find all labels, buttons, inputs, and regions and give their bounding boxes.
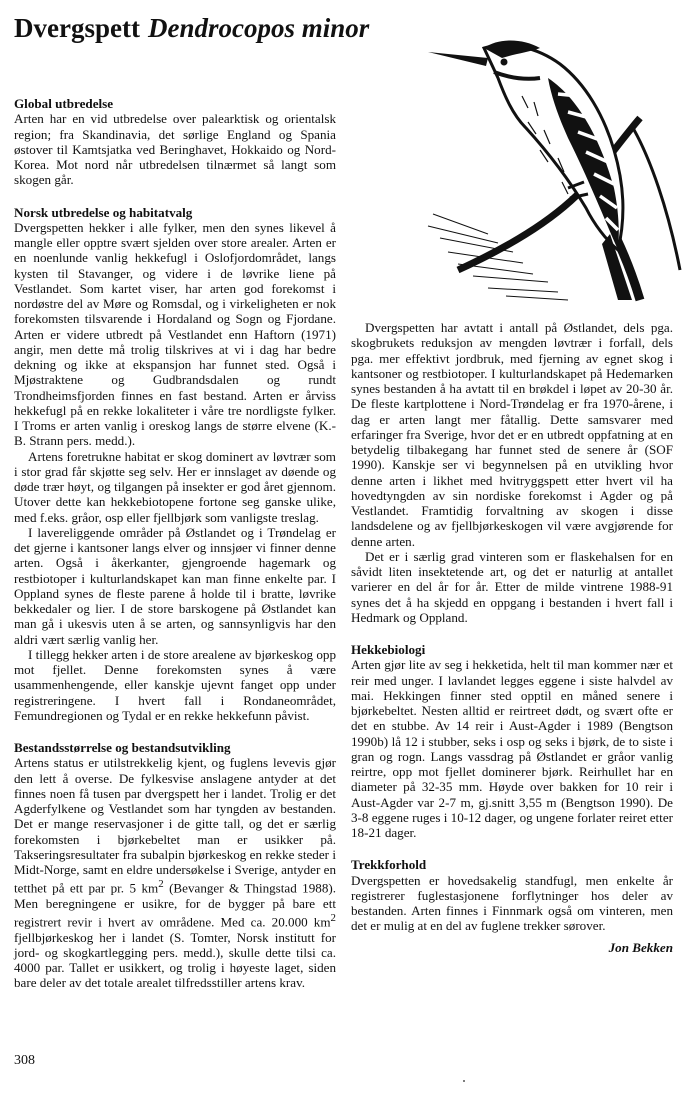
paragraph: Dvergspetten har avtatt i antall på Østlandet, dels pga. skogbrukets reduksjon av mengden løvtrær i forfall, dels pga. mer effektivt jordbruk, med fjerning av egnet skog i kantsoner og restbiotoper. I kulturlandskapet på Hedemarken synes bestanden å ha avtatt til en brøkdel i løpet av 20-30 år. De fleste kartplottene i Nord-Trøndelag er fra 1970-årene, i dag er arten langt mer fåtallig. Dette samsvarer med erfaringer fra Sverige, hvor det er en utbredt oppfatning at en betydelig tilbakegang har funnet sted de senere år (SOF 1990). Kanskje ser vi begynnelsen på en utvikling hvor denne arten i likhet med hvitryggspett etter hvert vil ha hovedtyngden av sin nordiske forekomst i Agder og på Vestlandet. Framtidig forvaltning av skogen i disse landsdelene og av fjellbjørkeskogen vil være avgjørende for denne arten.: [351, 320, 673, 549]
section-heading-migration: Trekkforhold: [351, 857, 427, 873]
section-heading-global: Global utbredelse: [14, 96, 114, 111]
scientific-name: Dendrocopos minor: [147, 13, 370, 43]
paragraph: I tillegg hekker arten i de store arealene av bjørkeskog opp mot fjellet. Denne forekomsten synes å være usammenhengende, eller kanskje ujevnt fanget opp under registreringene. I hvert fall i Rondaneområdet, Femundregionen og Tydal er en rekke hekkefunn påvist.: [14, 646, 336, 723]
paragraph: I lavereliggende områder på Østlandet og i Trøndelag er det gjerne i kantsoner langs elver og innsjøer vi finner denne arten. Også i åkerkanter, gjengroende hagemark og restbiotoper i kulturlandskapet kan man finne enkelte par. I Oppland synes de fleste parene å holde til i bratte, løvrike bekkedaler og lier. I de store barskogene på Østlandet kan man gå i ukesvis uten å se arten, og sannsynligvis har den aldri vært særlig vanlig her.: [14, 524, 336, 647]
section-heading-breeding: Hekkebiologi: [351, 642, 426, 657]
paragraph: Arten gjør lite av seg i hekketida, helt til man kommer nær et reir med unger. I lavlandet legges eggene i siste halvdel av mai. Hekkingen finner sted opptil en måned senere i bjørkebeltet. Nesten alltid er reirtreet dødt, og svært ofte er det en stubbe. Av 14 reir i Aust-Agder i 1989 (Bengtson 1990b) lå 12 i stubber, seks i osp og seks i bjørk, de to siste i gran og rogn. Langs vassdrag på Østlandet er gråor vanlig reirtre, opp mot fjellet dominerer bjørk. Reirhullet har en diameter på 32-35 mm. Høyde over bakken for 10 reir i Aust-Agder var 2-7 m, gj.snitt 3,55 m (Bengtson 1990). De 3-8 eggene ruges i 10-12 dager, og ungene forlater reiret etter 18-21 dager.: [351, 657, 673, 840]
paragraph: Artens foretrukne habitat er skog dominert av løvtrær som i stor grad får skjøtte seg selv. Her er innslaget av døende og døde trær høyt, og tilgangen på insekter er god året gjennom. Utover dette kan hekkebiotopene fortone seg ganske ulike, med f.eks. gråor, osp eller fjellbjørk som vanligste treslag.: [14, 448, 336, 525]
paragraph-population-first: Artens status er utilstrekkelig kjent, og fuglens levevis gjør den lett å overse. De fylkesvise anslagene antyder at det finnes noen få tusen par dvergspett her i landet. Trolig er det Agderfylkene og Vestlandet som har tyngden av bestanden. Det er mange reservasjoner i de gitte tall, og det er særlig forekomsten i bjørkebeltet man er usikker på. Takseringsresultater fra subalpin bjørkeskog en rekke steder i Midt-Norge, samt en eldre undersøkelse i Sverige, antyder en tetthet på ett par pr. 5 $km^2$ (Bevanger & Thingstad 1988). Men beregningene er usikre, for de bygger på bare ett registrert revir i hvert av områdene. Med ca. 20.000 $km^2$ fjellbjørkeskog her i landet (S. Tomter, Norsk institutt for jord- og skogkartlegging pers. medd.), skulle dette tilsi ca. 4000 par. Tallet er usikkert, og trolig i høyeste laget, siden bare deler av det totale arealet tilfredsstiller artens krav.: [14, 755, 337, 991]
woodpecker-illustration: [418, 38, 690, 310]
stray-dot: [463, 1080, 465, 1082]
common-name: Dvergspett: [14, 13, 140, 43]
page-number: 308: [14, 1053, 35, 1068]
paragraph: Dvergspetten hekker i alle fylker, men den synes likevel å mangle eller opptre svært sjelden over store arealer. Arten er en noenlunde vanlig hekkefugl i Oslofjordområdet, langs kysten til Stavanger, og videre i de løvrike liene på Vestlandet. Som kartet viser, har arten god forekomst i nordøstre del av Møre og Romsdal, og i virkeligheten er nok forekomsten tilsvarende i Hordaland og Sogn og Fjordane. Arten er videre utbredt på Vestlandet enn Haftorn (1971) angir, men dette må trolig tilskrives at vi i dag har bedre dekning og ikke at ekspansjon har funnet sted. Også i Mjøstraktene og Gudbrandsdalen og rundt Trondheimsfjorden finnes en fast bestand. Arten er årviss hekkefugl på en rekke lokaliteter i våre tre nordligste fylker. I Troms er arten vanlig i oreskog langs de større elvene (K.-B. Strann pers. medd.).: [14, 219, 336, 449]
section-heading-norway: Norsk utbredelse og habitatvalg: [14, 204, 193, 220]
left-column: [14, 96, 336, 991]
section-heading-population: Bestandsstørrelse og bestandsutvikling: [14, 740, 231, 755]
paragraph: Arten har en vid utbredelse over palearktisk og orientalsk region; fra Skandinavia, det sørlige England og Spania østover til Kamtsjatka ved Beringhavet, Hokkaido og Nord-Korea. Mot nord når utbredelsen tilnærmet så langt som skogen går.: [14, 111, 336, 188]
author-name: Jon Bekken: [608, 939, 673, 955]
article-title: [14, 12, 369, 44]
paragraph: Det er i særlig grad vinteren som er flaskehalsen for en såvidt liten insektetende art, og det er naturlig at antallet varierer en del år for år. Etter de milde vintrene 1988-91 synes det å ha skjedd en oppgang i bestanden i hvert fall i Hedmark og Oppland.: [351, 548, 673, 625]
paragraph: Dvergspetten er hovedsakelig standfugl, men enkelte år registrerer fuglestasjonene forflytninger hos deler av bestanden. Arten finnes i Finnmark også om vinteren, men det er mulig at en del av fuglene trekker sørover.: [351, 872, 673, 934]
right-column: [351, 320, 673, 955]
